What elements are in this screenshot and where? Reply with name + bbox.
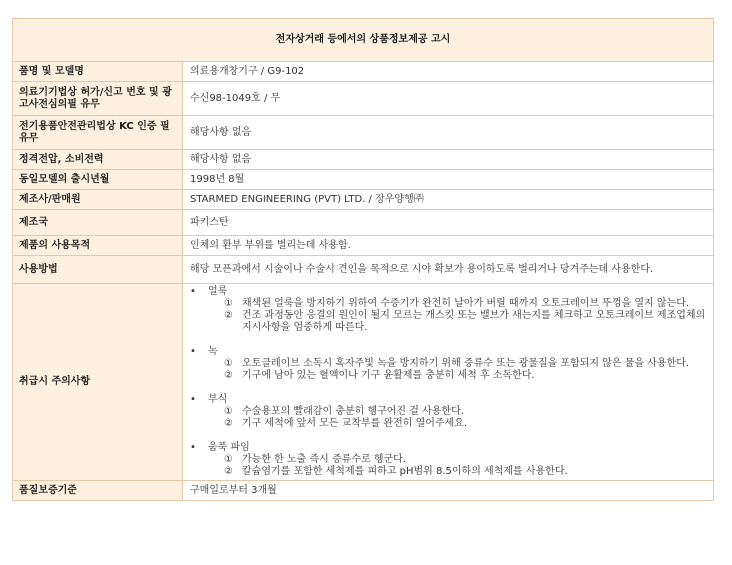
- section-title: 부식: [208, 394, 228, 405]
- caution-section-pitting: [190, 442, 706, 478]
- section-title: 움푹 파임: [208, 442, 250, 453]
- circled-number: ①: [224, 298, 233, 309]
- circled-number: ①: [224, 454, 233, 465]
- row-label: 사용방법: [13, 256, 183, 284]
- product-info-table: [12, 18, 714, 501]
- circled-number: ①: [224, 358, 233, 369]
- circled-number: ②: [224, 418, 233, 429]
- row-manufacturer: [13, 190, 714, 210]
- row-label: 제품의 사용목적: [13, 236, 183, 256]
- row-value: 해당사항 없음: [183, 116, 714, 150]
- caution-text: 오토클레이브 소독시 혹자주빛 녹을 방지하기 위해 증류수 또는 광물질을 포함되지 않은 물을 사용한다.: [242, 358, 690, 369]
- section-title: 얼룩: [208, 286, 228, 297]
- circled-number: ②: [224, 466, 233, 477]
- row-value: 인체의 환부 부위를 벌리는데 사용함.: [183, 236, 714, 256]
- circled-number: ②: [224, 310, 233, 321]
- caution-section-stain: [190, 286, 706, 334]
- section-title: 녹: [208, 346, 218, 357]
- caution-list: [183, 284, 714, 481]
- row-label: 품질보증기준: [13, 481, 183, 501]
- row-country: [13, 210, 714, 236]
- row-value: 1998년 8월: [183, 170, 714, 190]
- row-value: 해당사항 없음: [183, 150, 714, 170]
- row-label: 품명 및 모델명: [13, 62, 183, 82]
- row-label: 취급시 주의사항: [13, 284, 183, 481]
- caution-text: 채색된 얼룩을 방지하기 위하여 수증기가 완전히 날아가 버릴 때까지 오토크레이브 뚜껑을 열지 않는다.: [242, 298, 690, 309]
- row-value: 구매일로부터 3개월: [183, 481, 714, 501]
- circled-number: ②: [224, 370, 233, 381]
- caution-text: 수술용포의 빨래감이 충분히 헹구어진 걸 사용한다.: [242, 406, 464, 417]
- bullet-icon: •: [190, 286, 196, 297]
- row-label: 정격전압, 소비전력: [13, 150, 183, 170]
- row-label: 동일모델의 출시년월: [13, 170, 183, 190]
- row-kc-certification: [13, 116, 714, 150]
- row-warranty: [13, 481, 714, 501]
- notice-title: 전자상거래 등에서의 상품정보제공 고시: [13, 19, 714, 62]
- row-value: 파키스탄: [183, 210, 714, 236]
- row-value: 의료용개창기구 / G9-102: [183, 62, 714, 82]
- caution-text: 가능한 한 노출 즉시 증류수로 헹군다.: [242, 454, 406, 465]
- row-release-date: [13, 170, 714, 190]
- bullet-icon: •: [190, 346, 196, 357]
- circled-number: ①: [224, 406, 233, 417]
- row-label: 제조사/판매원: [13, 190, 183, 210]
- row-label: 전기용품안전관리법상 KC 인증 필 유무: [13, 116, 183, 150]
- row-medical-device-permit: [13, 82, 714, 116]
- row-label: 제조국: [13, 210, 183, 236]
- row-label: 의료기기법상 허가/신고 번호 및 광고사전심의필 유무: [13, 82, 183, 116]
- caution-text: 칼슘염기를 포함한 세척제를 피하고 pH범위 8.5이하의 세척제를 사용한다.: [242, 466, 568, 477]
- row-value: STARMED ENGINEERING (PVT) LTD. / 장우양행㈜: [183, 190, 714, 210]
- caution-text: 기구 세척에 앞서 모든 교착부를 완전히 열어주세요.: [242, 418, 468, 429]
- row-value: 해당 모픈과에서 시술이나 수술시 견인을 목적으로 시야 확보가 용이하도록 벌리거나 당겨주는데 사용한다.: [183, 256, 714, 284]
- row-usage: [13, 256, 714, 284]
- caution-text: 건조 과정동안 응결의 원인이 될지 모르는 개스킷 또는 밸브가 새는지를 체크하고 오토크레이브 제조업체의 지시사항을 엄중하게 따른다.: [242, 310, 706, 333]
- caution-section-corrosion: [190, 394, 706, 430]
- caution-text: 기구에 남아 있는 혈액이나 기구 윤활제를 충분히 세척 후 소독한다.: [242, 370, 535, 381]
- row-purpose: [13, 236, 714, 256]
- row-caution: [13, 284, 714, 481]
- row-rated-voltage: [13, 150, 714, 170]
- row-product-name: [13, 62, 714, 82]
- bullet-icon: •: [190, 394, 196, 405]
- row-value: 수신98-1049호 / 무: [183, 82, 714, 116]
- bullet-icon: •: [190, 442, 196, 453]
- caution-section-rust: [190, 346, 706, 382]
